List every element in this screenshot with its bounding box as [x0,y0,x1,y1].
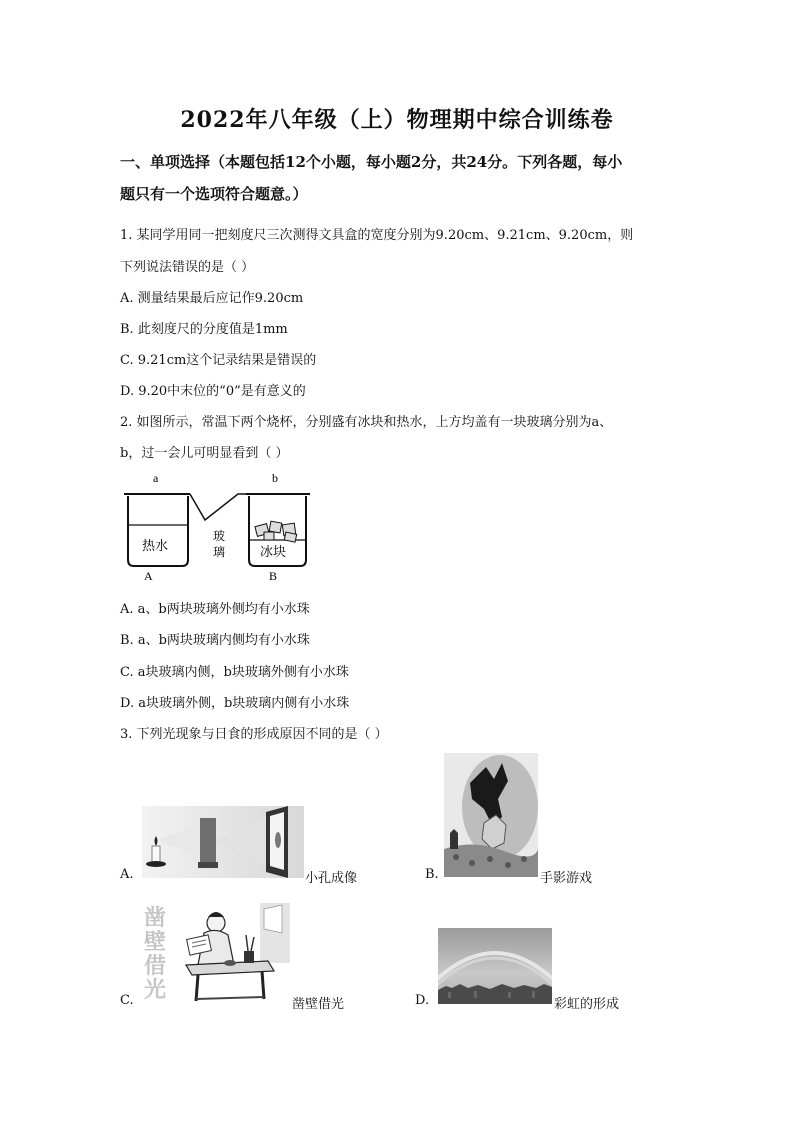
label-a: a [153,471,159,485]
label-B: B [269,569,278,583]
q2-stem-line-1: 2. 如图所示，常温下两个烧杯，分别盛有冰块和热水，上方均盖有一块玻璃分别为a、 [120,415,613,430]
label-b: b [272,471,278,485]
poster-char-3: 借 [144,954,167,979]
q1-option-d: D. 9.20中末位的“0”是有意义的 [120,384,306,399]
poster-char-1: 凿 [144,906,167,931]
q2-option-c: C. a块玻璃内侧，b块玻璃外侧有小水珠 [120,665,349,680]
glass-text-1: 玻 [213,529,226,543]
q1-option-a: A. 测量结果最后应记作9.20cm [120,291,304,306]
poster-char-4: 光 [144,978,167,1003]
rainbow-illustration [438,928,552,1004]
q3-stem: 3. 下列光现象与日食的形成原因不同的是（ ） [120,727,388,742]
chisel-wall-illustration [142,903,290,1005]
beaker-diagram [120,470,315,585]
glass-text-2: 璃 [213,545,226,559]
q2-option-a: A. a、b两块玻璃外侧均有小水珠 [120,602,310,617]
poster-char-2: 壁 [144,930,167,955]
q1-stem-line-2: 下列说法错误的是（ ） [120,260,255,275]
q2-option-d: D. a块玻璃外侧，b块玻璃内侧有小水珠 [120,696,350,711]
beaker-b-text: 冰块 [260,545,287,560]
rainbow-image [438,928,552,1004]
hand-shadow-illustration [444,753,538,877]
pinhole-illustration [142,806,304,878]
q3-option-d-caption: 彩虹的形成 [554,997,620,1012]
q1-option-b: B. 此刻度尺的分度值是1mm [120,322,288,337]
glass-connector [190,494,246,520]
section-heading-line-1: 一、单项选择（本题包括12个小题，每小题2分，共24分。下列各题，每小 [120,153,623,171]
page-title: 2022年八年级（上）物理期中综合训练卷 [180,107,614,133]
ice-cubes [255,521,297,542]
q2-stem-line-2: b，过一会儿可明显看到（ ） [120,446,289,461]
q3-option-c-caption: 凿壁借光 [292,997,345,1012]
q3-option-d-letter: D. [415,993,430,1008]
section-heading-line-2: 题只有一个选项符合题意。） [120,185,308,203]
q3-option-b-caption: 手影游戏 [540,871,593,886]
q3-option-b-letter: B. [425,867,439,882]
beaker-figure [120,470,315,585]
q1-stem-line-1: 1. 某同学用同一把刻度尺三次测得文具盒的宽度分别为9.20cm、9.21cm、9.20cm，则 [120,228,634,243]
q2-option-b: B. a、b两块玻璃内侧均有小水珠 [120,633,310,648]
q3-option-a-caption: 小孔成像 [305,871,358,886]
q3-option-c-letter: C. [120,993,134,1008]
q3-option-a-letter: A. [120,867,134,882]
hand-shadow-image [444,753,538,877]
q1-option-c: C. 9.21cm这个记录结果是错误的 [120,353,317,368]
beaker-a-text: 热水 [142,539,169,554]
poster-characters [144,906,166,1003]
chisel-wall-image [142,903,290,1005]
pinhole-image [142,806,304,878]
label-A: A [144,569,153,583]
beaker-a [128,496,188,566]
